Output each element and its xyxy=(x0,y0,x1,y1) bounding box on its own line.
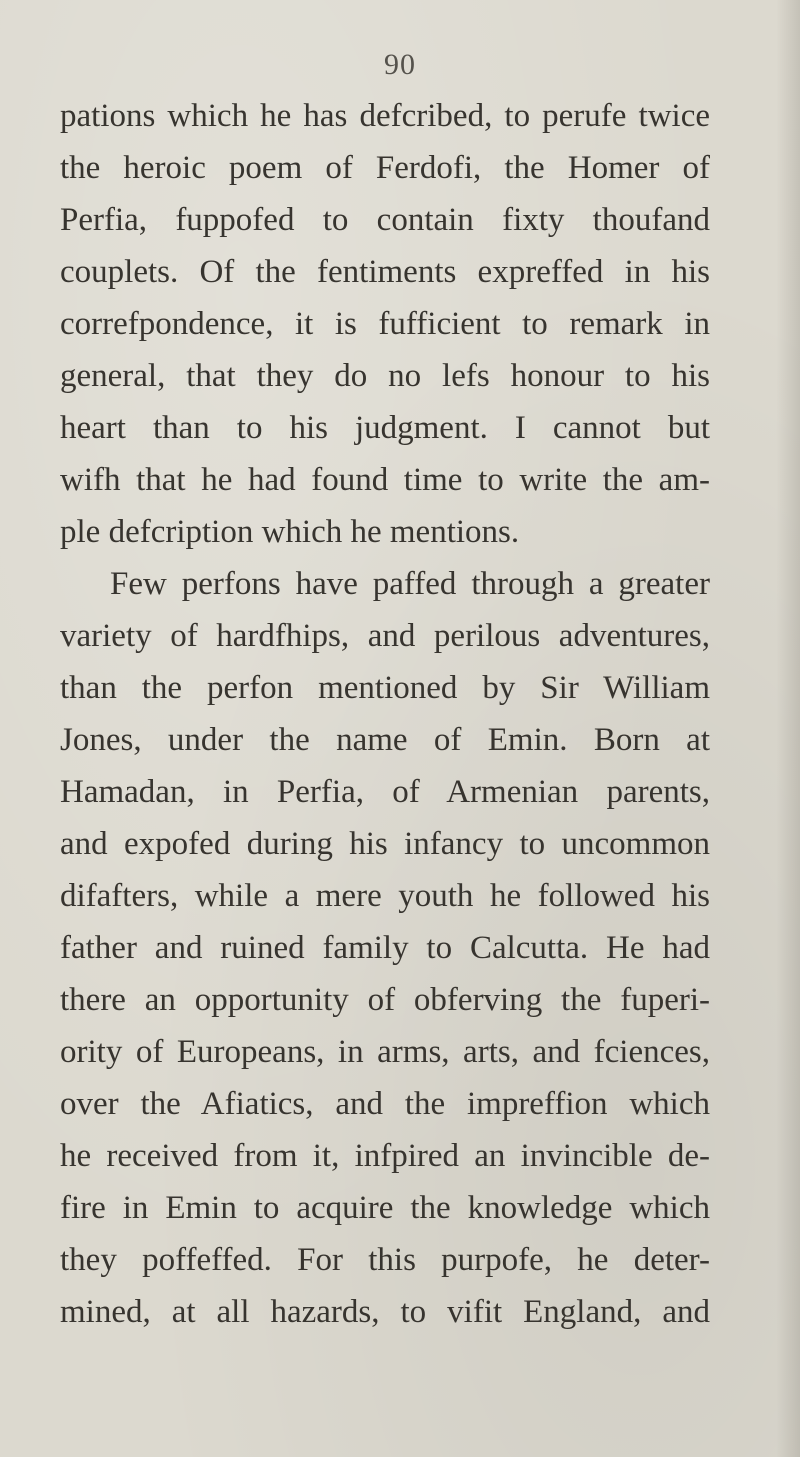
page-edge-shadow xyxy=(776,0,800,1457)
text-line: and expofed during his infancy to uncommon xyxy=(60,826,710,862)
text-line: mined, at all hazards, to vifit England, and xyxy=(60,1294,710,1330)
text-line: Hamadan, in Perfia, of Armenian parents, xyxy=(60,774,710,810)
text-line: he received from it, infpired an invincible de- xyxy=(60,1138,710,1174)
text-line: Jones, under the name of Emin. Born at xyxy=(60,722,710,758)
page-number: 90 xyxy=(384,48,416,81)
text-line: fire in Emin to acquire the knowledge which xyxy=(60,1190,710,1226)
text-line: there an opportunity of obferving the fuperi- xyxy=(60,982,710,1018)
paragraph-first-line: Few perfons have paffed through a greater xyxy=(110,566,710,602)
text-line: correfpondence, it is fufficient to remark in xyxy=(60,306,710,342)
text-line: over the Afiatics, and the impreffion which xyxy=(60,1086,710,1122)
text-line: heart than to his judgment. I cannot but xyxy=(60,410,710,446)
text-line: father and ruined family to Calcutta. He had xyxy=(60,930,710,966)
text-line: variety of hardfhips, and perilous adventures, xyxy=(60,618,710,654)
text-line: Perfia, fuppofed to contain fixty thoufand xyxy=(60,202,710,238)
text-line: general, that they do no lefs honour to his xyxy=(60,358,710,394)
text-line: wifh that he had found time to write the am- xyxy=(60,462,710,498)
text-line: difafters, while a mere youth he followed his xyxy=(60,878,710,914)
text-line: they poffeffed. For this purpofe, he deter- xyxy=(60,1242,710,1278)
text-line: ority of Europeans, in arms, arts, and fciences, xyxy=(60,1034,710,1070)
text-line: ple defcription which he mentions. xyxy=(60,514,520,550)
text-line: than the perfon mentioned by Sir William xyxy=(60,670,710,706)
text-line: the heroic poem of Ferdofi, the Homer of xyxy=(60,150,710,186)
text-line: couplets. Of the fentiments expreffed in his xyxy=(60,254,710,290)
text-line: pations which he has defcribed, to perufe twice xyxy=(60,98,710,134)
